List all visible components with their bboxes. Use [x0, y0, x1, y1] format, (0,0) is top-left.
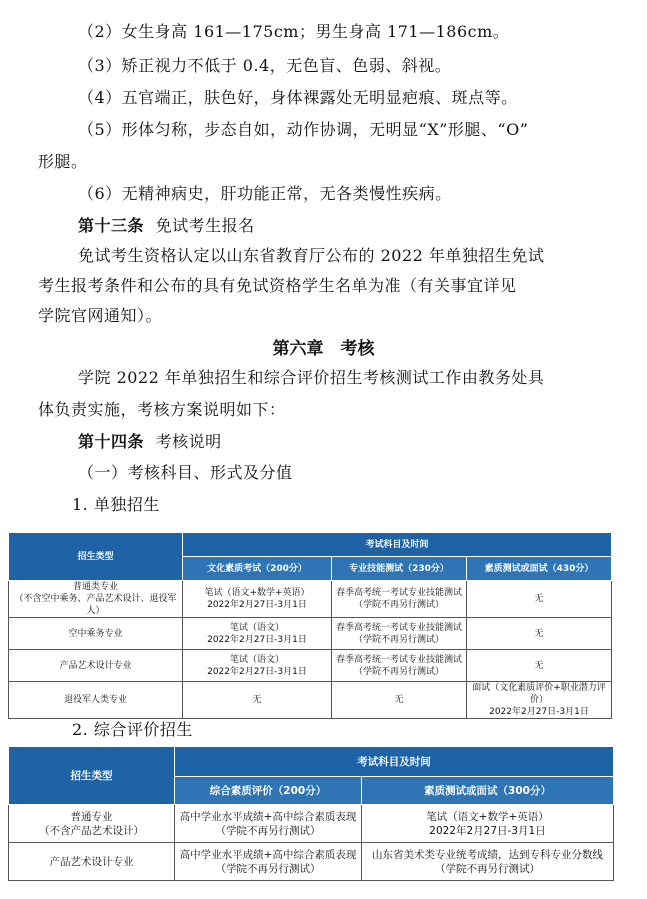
t1-r2-culture: 笔试（语文）	[229, 654, 284, 665]
article-14-subject: 考核说明	[155, 432, 222, 451]
t1-r3-type: 退役军人类专业	[63, 695, 127, 705]
t2-r1-interview: 山东省美术类专业统考成绩，达到专科专业分数线	[372, 848, 603, 861]
t2-r1-interview-note: （学院不再另行测试）	[435, 862, 540, 875]
table-row	[9, 650, 612, 682]
t2-r1-type: 产品艺术设计专业	[49, 855, 134, 868]
chapter-6-text-1: 学院 2022 年单独招生和综合评价招生考核测试工作由教务处具	[78, 368, 545, 387]
t1-r0-skill: 春季高考统一考试专业技能测试	[335, 588, 462, 598]
heading-comprehensive-enrollment: 2. 综合评价招生	[72, 720, 193, 739]
article-13-text-3: 学院官网通知）。	[38, 306, 163, 325]
t1-r0-culture-date: 2022年2月27日-3月1日	[207, 600, 307, 610]
t1-r2-culture-date: 2022年2月27日-3月1日	[207, 666, 307, 677]
article-13-text-1: 免试考生资格认定以山东省教育厅公布的 2022 年单独招生免试	[78, 246, 545, 265]
t1-r1-culture: 笔试（语文）	[229, 622, 284, 633]
t1-r2-interview: 无	[534, 660, 544, 671]
comprehensive-enrollment-table	[8, 746, 614, 881]
t1-r1-skill: 春季高考统一考试专业技能测试	[335, 622, 462, 633]
t1-r1-interview: 无	[534, 628, 544, 639]
t1-r1-culture-date: 2022年2月27日-3月1日	[207, 634, 307, 645]
section-1-heading: （一）考核科目、形式及分值	[78, 463, 293, 482]
paragraph-height: （2）女生身高 161—175cm；男生身高 171—186cm。	[78, 22, 510, 41]
table-row	[9, 843, 614, 881]
t2-header-type: 招生类型	[9, 747, 175, 805]
t1-r0-interview: 无	[534, 594, 544, 604]
t2-r0-type: 普通专业	[70, 810, 113, 823]
t2-header-comprehensive: 综合素质评价（200分）	[175, 777, 362, 805]
paragraph-posture-cont: 形腿。	[38, 152, 88, 171]
t2-r0-interview-date: 2022年2月27日-3月1日	[429, 824, 546, 837]
t1-r0-type: 普通类专业	[72, 582, 118, 592]
t1-header-skill: 专业技能测试（230分）	[332, 557, 467, 581]
t2-r0-comprehensive-note: （学院不再另行测试）	[215, 824, 321, 837]
article-13-subject: 免试考生报名	[155, 216, 255, 235]
single-enrollment-table	[8, 532, 612, 719]
t2-r1-comprehensive: 高中学业水平成绩+高中综合素质表现	[179, 848, 357, 861]
paragraph-appearance: （4）五官端正，肤色好，身体裸露处无明显疤痕、斑点等。	[78, 88, 518, 107]
t1-header-interview: 素质测试或面试（430分）	[467, 557, 612, 581]
t2-r1-comprehensive-note: （学院不再另行测试）	[215, 862, 321, 875]
t1-r0-type-note: （不含空中乘务、产品艺术设计、退役军人）	[14, 594, 177, 616]
table-row	[9, 618, 612, 650]
article-13-heading	[78, 216, 255, 236]
t1-r3-interview-date: 2022年2月27日-3月1日	[489, 707, 589, 717]
t2-header-interview: 素质测试或面试（300分）	[362, 777, 614, 805]
paragraph-health: （6）无精神病史，肝功能正常，无各类慢性疾病。	[78, 184, 452, 203]
article-13-number: 第十三条	[78, 216, 145, 235]
t1-r3-skill: 无	[394, 695, 404, 705]
t1-r2-skill-note: （学院不再另行测试）	[353, 666, 444, 677]
article-14-heading	[78, 432, 222, 452]
t1-r2-skill: 春季高考统一考试专业技能测试	[335, 654, 462, 665]
t1-r1-skill-note: （学院不再另行测试）	[353, 634, 444, 645]
chapter-6-title: 第六章 考核	[272, 339, 375, 359]
t1-r0-skill-note: （学院不再另行测试）	[353, 600, 444, 610]
t2-header-group: 考试科目及时间	[175, 747, 614, 777]
t1-r3-interview: 面试（文化素质评价+职业潜力评价）	[472, 683, 606, 705]
table-row	[9, 805, 614, 843]
paragraph-posture: （5）形体匀称，步态自如，动作协调，无明显“X”形腿、“O”	[78, 120, 529, 139]
t1-r1-type: 空中乘务专业	[68, 628, 123, 639]
t2-r0-interview: 笔试（语文+数学+英语）	[426, 810, 549, 823]
t2-r0-comprehensive: 高中学业水平成绩+高中综合素质表现	[179, 810, 357, 823]
t1-r3-culture: 无	[252, 695, 262, 705]
paragraph-vision: （3）矫正视力不低于 0.4，无色盲、色弱、斜视。	[78, 56, 452, 75]
t1-r2-type: 产品艺术设计专业	[59, 660, 132, 671]
article-13-text-2: 考生报考条件和公布的具有免试资格学生名单为准（有关事宜详见	[38, 276, 517, 295]
t1-header-type: 招生类型	[9, 533, 183, 581]
table-row	[9, 581, 612, 618]
t1-r0-culture: 笔试（语文+数学+英语）	[204, 588, 310, 598]
table-row	[9, 682, 612, 719]
heading-single-enrollment: 1. 单独招生	[72, 495, 160, 514]
chapter-6-text-2: 体负责实施，考核方案说明如下：	[38, 400, 286, 419]
t1-header-culture: 文化素质考试（200分）	[183, 557, 332, 581]
article-14-number: 第十四条	[78, 432, 145, 451]
t2-r0-type-note: （不含产品艺术设计）	[39, 824, 144, 837]
t1-header-group: 考试科目及时间	[183, 533, 612, 557]
